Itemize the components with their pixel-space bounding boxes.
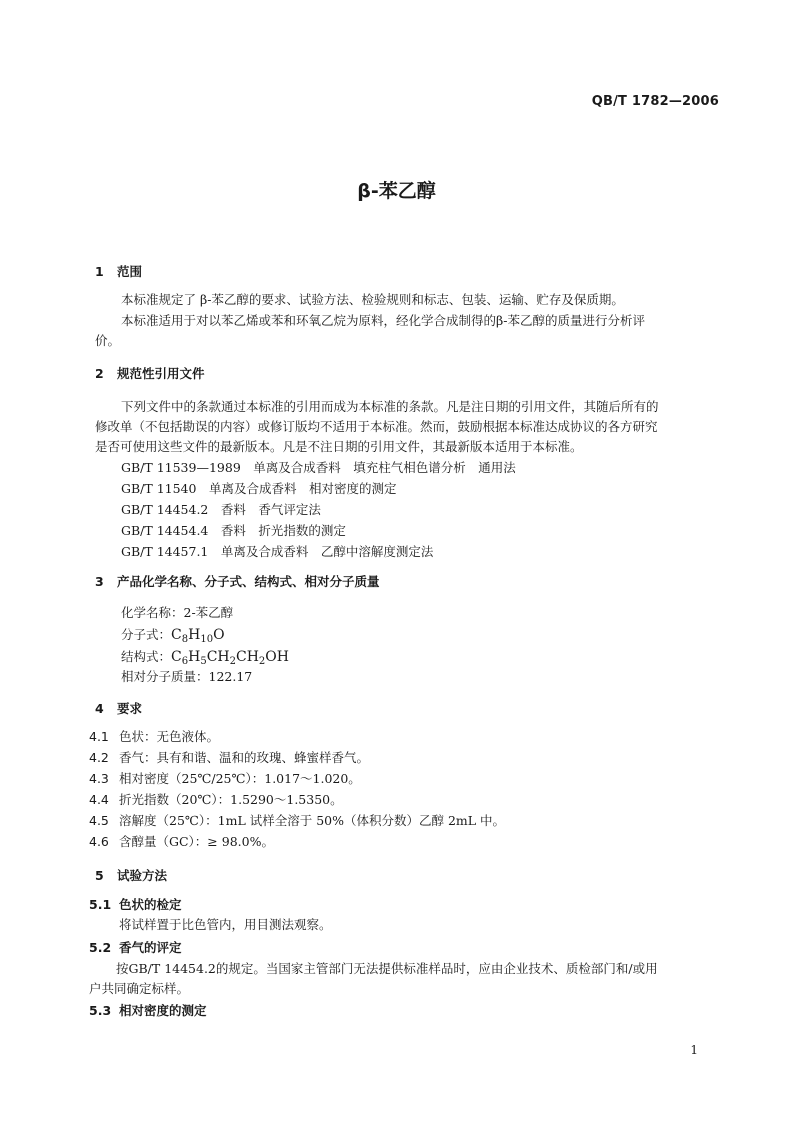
relative-molecular-mass: 相对分子质量：122.17 bbox=[121, 669, 253, 684]
requirement-item: 4.4 折光指数（20℃）：1.5290～1.5350。 bbox=[89, 792, 343, 807]
subsection-5-2-heading: 5.2 香气的评定 bbox=[89, 940, 182, 955]
section-1-heading: 1 范围 bbox=[95, 264, 143, 279]
requirement-item: 4.2 香气：具有和谐、温和的玫瑰、蜂蜜样香气。 bbox=[89, 750, 370, 765]
reference-item: GB/T 11540 单离及合成香料 相对密度的测定 bbox=[121, 481, 397, 496]
subsection-5-1-text: 将试样置于比色管内，用目测法观察。 bbox=[119, 917, 332, 932]
section-2-paragraph-line-2: 修改单（不包括勘误的内容）或修订版均不适用于本标准。然而，鼓励根据本标准达成协议的各方研究 bbox=[95, 419, 658, 434]
requirement-item: 4.3 相对密度（25℃/25℃）：1.017～1.020。 bbox=[89, 771, 361, 786]
structural-formula: 结构式：$C_6H_5CH_2CH_2OH$ bbox=[121, 649, 289, 667]
requirement-item: 4.5 溶解度（25℃）：1mL 试样全溶于 50%（体积分数）乙醇 2mL 中。 bbox=[89, 813, 506, 828]
requirement-item: 4.6 含醇量（GC）：≥ 98.0%。 bbox=[89, 834, 274, 849]
subsection-5-1-heading: 5.1 色状的检定 bbox=[89, 897, 182, 912]
subsection-5-3-heading: 5.3 相对密度的测定 bbox=[89, 1003, 207, 1018]
reference-item: GB/T 11539—1989 单离及合成香料 填充柱气相色谱分析 通用法 bbox=[121, 460, 516, 475]
page-number: 1 bbox=[690, 1043, 698, 1057]
section-2-paragraph-line-3: 是否可使用这些文件的最新版本。凡是不注日期的引用文件，其最新版本适用于本标准。 bbox=[95, 439, 583, 454]
chemical-name: 化学名称：2-苯乙醇 bbox=[121, 605, 234, 620]
section-2-paragraph-line-1: 下列文件中的条款通过本标准的引用而成为本标准的条款。凡是注日期的引用文件，其随后所有的 bbox=[121, 399, 659, 414]
subsection-5-2-text-line-1: 按GB/T 14454.2的规定。当国家主管部门无法提供标准样品时，应由企业技术、质检部门和/或用 bbox=[116, 961, 658, 976]
reference-item: GB/T 14454.4 香料 折光指数的测定 bbox=[121, 523, 346, 538]
document-title: β-苯乙醇 bbox=[357, 180, 436, 202]
structural-formula-value: $C_6H_5CH_2CH_2OH$ bbox=[171, 649, 289, 667]
requirement-item: 4.1 色状：无色液体。 bbox=[89, 729, 220, 744]
reference-item: GB/T 14454.2 香料 香气评定法 bbox=[121, 502, 321, 517]
reference-item: GB/T 14457.1 单离及合成香料 乙醇中溶解度测定法 bbox=[121, 544, 434, 559]
section-1-paragraph-2-cont: 价。 bbox=[95, 333, 121, 348]
section-1-paragraph-2: 本标准适用于对以苯乙烯或苯和环氧乙烷为原料，经化学合成制得的β-苯乙醇的质量进行分析评 bbox=[121, 313, 645, 328]
molecular-formula: 分子式：$C_8H_{10}O$ bbox=[121, 627, 225, 645]
section-1-paragraph-1: 本标准规定了 β-苯乙醇的要求、试验方法、检验规则和标志、包装、运输、贮存及保质期。 bbox=[121, 292, 624, 307]
section-5-heading: 5 试验方法 bbox=[95, 868, 168, 883]
section-2-heading: 2 规范性引用文件 bbox=[95, 366, 205, 381]
section-4-heading: 4 要求 bbox=[95, 701, 143, 716]
section-3-heading: 3 产品化学名称、分子式、结构式、相对分子质量 bbox=[95, 574, 380, 589]
standard-code: QB/T 1782—2006 bbox=[591, 94, 719, 109]
subsection-5-2-text-line-2: 户共同确定标样。 bbox=[89, 981, 190, 996]
molecular-formula-value: $C_8H_{10}O$ bbox=[171, 627, 225, 645]
